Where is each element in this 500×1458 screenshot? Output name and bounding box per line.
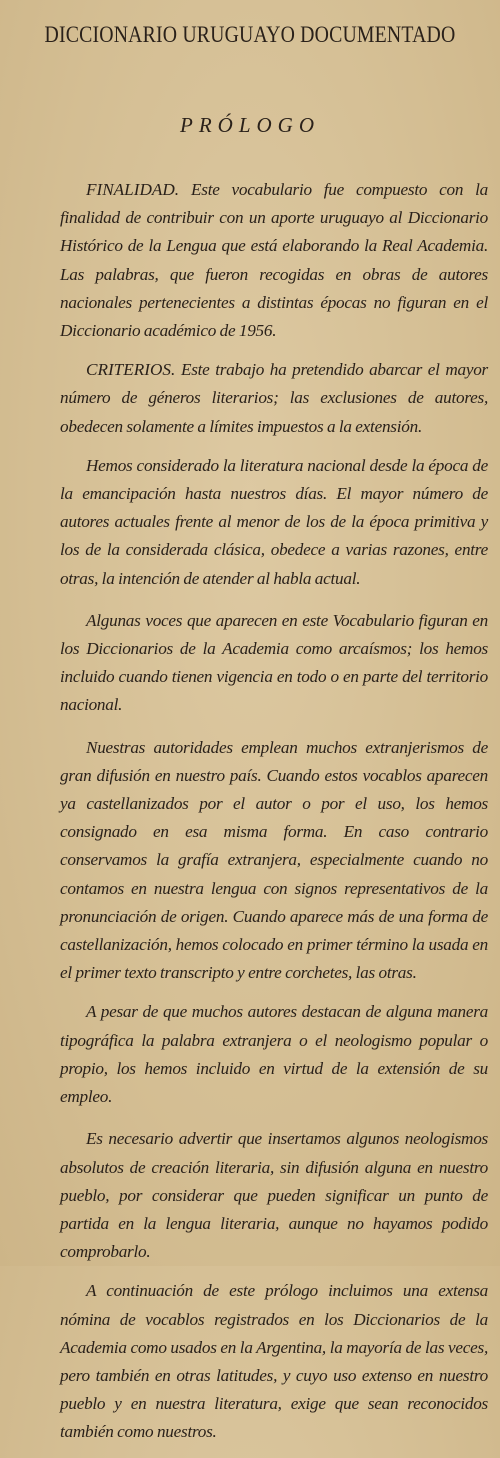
paragraph-criterios	[60, 356, 488, 441]
paragraph-text: Algunas voces que aparecen en este Vocabulario figuran en los Diccionarios de la Academia como arcaísmos; los hemos incluido cuando tienen vigencia en todo o en parte del territorio nacional.	[60, 610, 488, 715]
running-header: DICCIONARIO URUGUAYO DOCUMENTADO	[44, 22, 456, 47]
paragraph-neologismos	[60, 1125, 488, 1266]
paragraph-text: Es necesario advertir que insertamos algunos neologismos absolutos de creación literaria, sin difusión alguna en nuestro pueblo, por considerar que pueden significar un punto de partida en la lengua literaria, aunque no hayamos podido comprobarlo.	[60, 1129, 488, 1262]
paragraph-tipografia	[60, 998, 488, 1111]
paragraph-finalidad	[60, 176, 488, 345]
paragraph-text: Hemos considerado la literatura nacional desde la época de la emancipación hasta nuestros días. El mayor número de autores actuales frente al menor de los de la época primitiva y los de la considerada clásica, obedece a varias razones, entre otras, la intención de atender al habla actual.	[60, 455, 488, 588]
paragraph-lead: FINALIDAD.	[86, 180, 180, 199]
prologue-body	[60, 176, 488, 1458]
paragraph-arcaismos	[60, 607, 488, 720]
paragraph-text: A pesar de que muchos autores destacan de alguna manera tipográfica la palabra extranjera o el neologismo popular o propio, los hemos incluido en virtud de la extensión de su empleo.	[60, 1002, 488, 1107]
section-title: PRÓLOGO	[180, 113, 320, 137]
paragraph-lead: CRITERIOS.	[86, 360, 176, 380]
paragraph-text: Este trabajo ha pretendido abarcar el mayor número de géneros literarios; las exclusiones de autores, obedecen solamente a límites impuestos a la extensión.	[60, 360, 488, 436]
paragraph-extranjerismos	[60, 734, 488, 988]
paragraph-text: Nuestras autoridades emplean muchos extranjerismos de gran difusión en nuestro país. Cuando estos vocablos aparecen ya castellanizados por el autor o por el uso, los hemos consignado en esa misma forma. En caso contrario conservamos la grafía extranjera, especialmente cuando no contamos en nuestra lengua con signos representativos de la pronunciación de origen. Cuando aparece más de una forma de castellanización, hemos colocado en primer término la usada en el primer texto transcripto y entre corchetes, las otras.	[60, 737, 488, 983]
paragraph-literatura	[60, 452, 488, 593]
paragraph-nomina	[60, 1277, 488, 1446]
paragraph-text: A continuación de este prólogo incluimos una extensa nómina de vocablos registrados en los Diccionarios de la Academia como usados en la Argentina, la mayoría de las veces, pero también en otras latitudes, y cuyo uso extenso en nuestro pueblo y en nuestra literatura, exige que sean reconocidos también como nuestros.	[60, 1281, 488, 1442]
paragraph-text: Este vocabulario fue compuesto con la finalidad de contribuir con un aporte uruguayo al Diccionario Histórico de la Lengua que está elaborando la Real Academia. Las palabras, que fueron recogidas en obras de autores nacionales pertenecientes a distintas épocas no figuran en el Diccionario académico de 1956.	[60, 180, 488, 341]
